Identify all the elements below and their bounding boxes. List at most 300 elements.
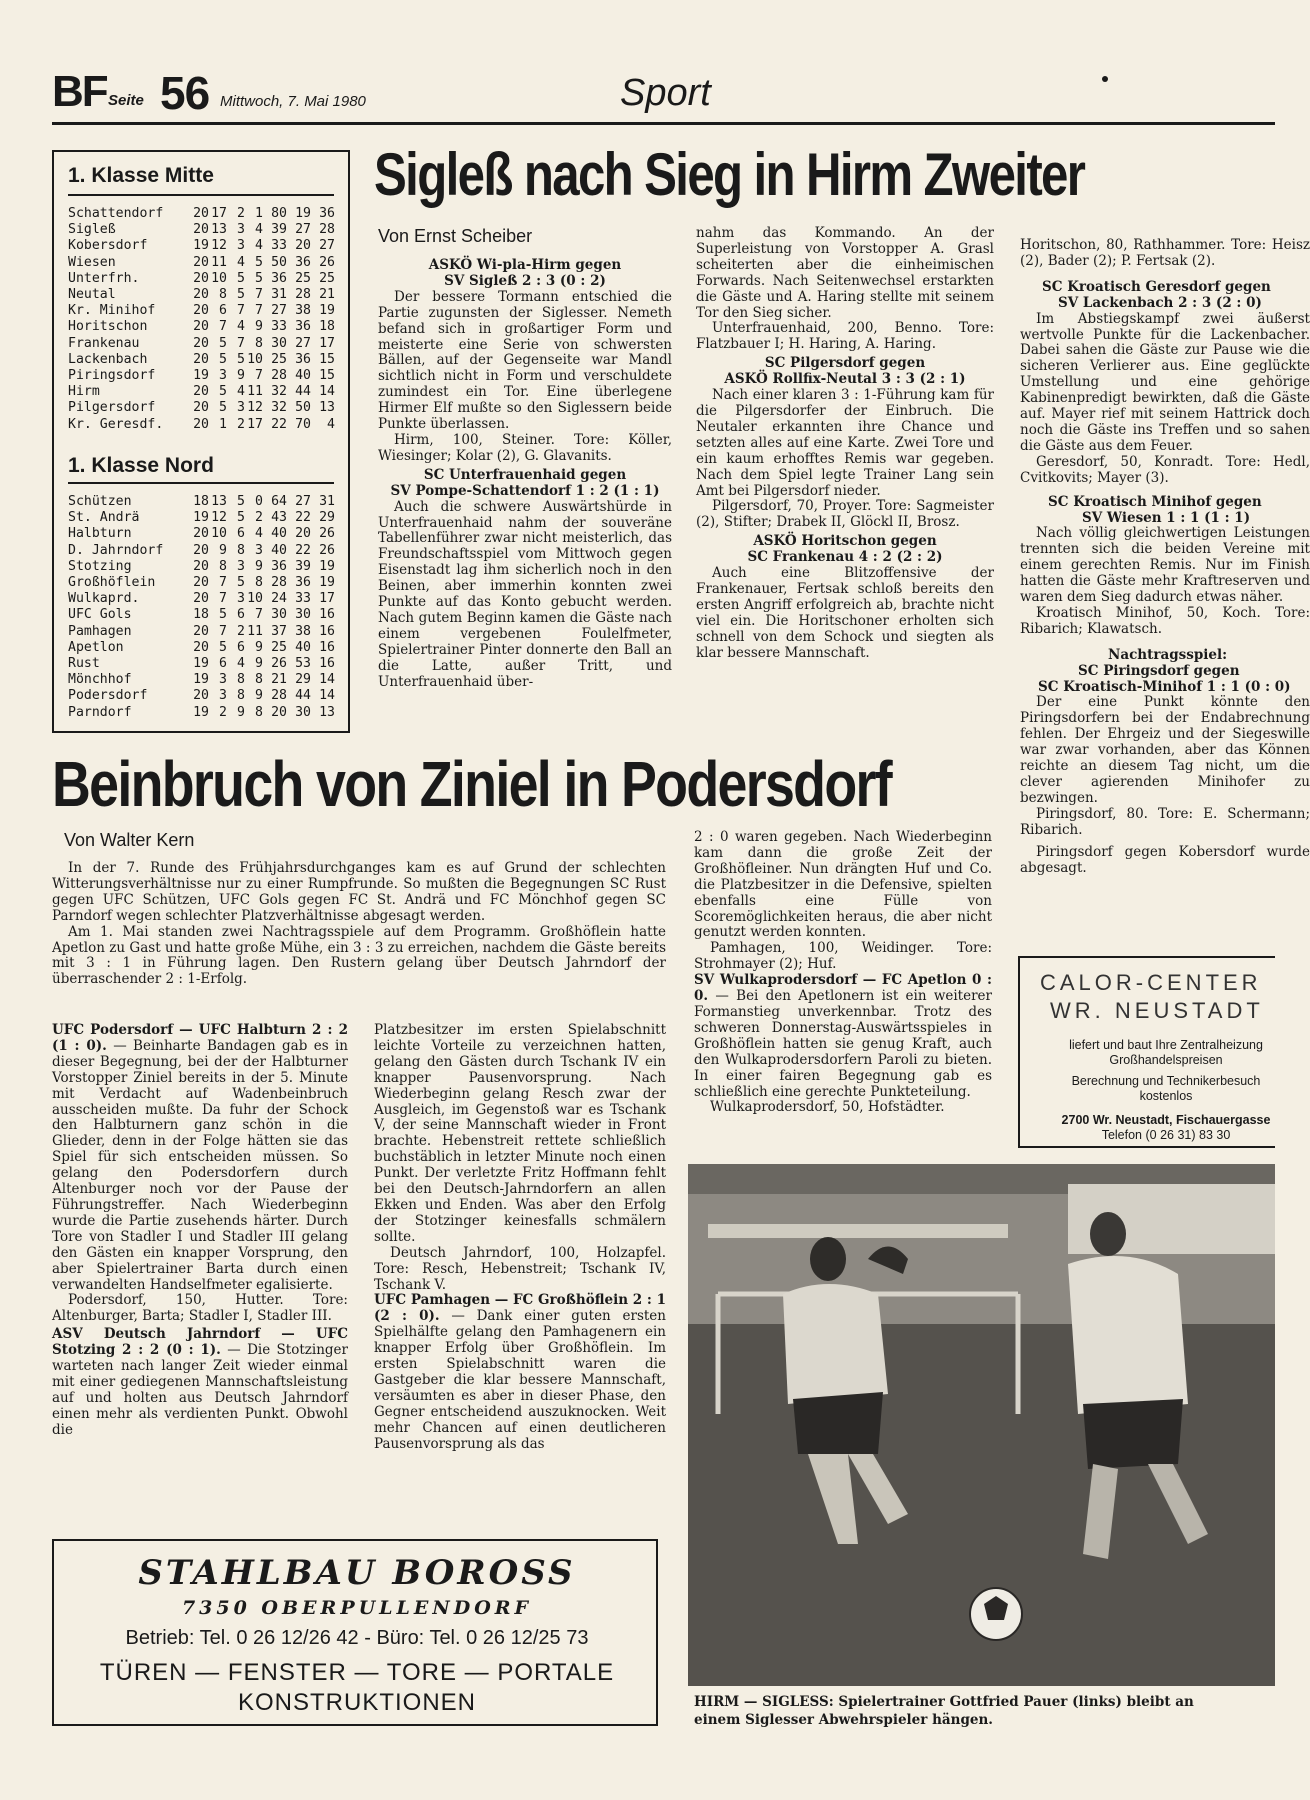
match-result: Deutsch Jahrndorf, 100, Holzapfel. Tore: Resch, Hebenstreit; Tschank IV, Tschank V. bbox=[374, 1244, 666, 1293]
stat-cell: 5 bbox=[255, 270, 263, 286]
stat-cell: 6 bbox=[237, 607, 245, 623]
stat-cell: 20 bbox=[193, 206, 209, 221]
standings-row bbox=[68, 368, 348, 384]
match-result: Podersdorf, 150, Hutter. Tore: Altenburger, Barta; Stadler I, Stadler III. bbox=[52, 1292, 348, 1325]
stat-cell: 4 bbox=[255, 222, 263, 238]
match-text: — Die Stotzinger warteten nach langer Zeit wieder einmal mit einer gediegenen Mannschaftsleistung auf und holten aus Deutsch Jahrndorf einen mehr als verdienten Punkt. Obwohl die bbox=[52, 1342, 348, 1438]
stat-cell: 4 bbox=[237, 319, 245, 335]
stat-cell: 9 bbox=[255, 558, 263, 574]
stat-cell: 13 bbox=[319, 400, 335, 416]
decorative-dot bbox=[1102, 76, 1108, 82]
stat-cell: 40 bbox=[271, 526, 287, 542]
team-name: Podersdorf bbox=[68, 688, 148, 704]
stat-cell: 20 bbox=[271, 704, 287, 720]
team-name: Pilgersdorf bbox=[68, 400, 156, 416]
stat-cell: 5 bbox=[219, 351, 227, 367]
stat-cell: 16 bbox=[319, 607, 335, 623]
table-rule bbox=[68, 482, 334, 484]
team-name: Sigleß bbox=[68, 222, 116, 238]
stat-cell: 33 bbox=[295, 591, 311, 607]
stat-cell: 7 bbox=[219, 575, 227, 591]
match-heading: SC Piringsdorf gegen bbox=[1078, 662, 1240, 679]
stat-cell: 4 bbox=[255, 238, 263, 254]
article-paragraph bbox=[374, 1293, 666, 1452]
article1-column-1 bbox=[378, 258, 672, 690]
team-name: Schattendorf bbox=[68, 206, 164, 221]
stat-cell: 22 bbox=[295, 542, 311, 558]
stat-cell: 20 bbox=[193, 558, 209, 574]
team-name: St. Andrä bbox=[68, 510, 140, 526]
stat-cell: 7 bbox=[255, 287, 263, 303]
ad-text: liefert und baut Ihre Zentralheizung bbox=[1069, 1038, 1263, 1052]
stat-cell: 17 bbox=[211, 206, 227, 221]
standings-row bbox=[68, 672, 348, 688]
stat-cell: 38 bbox=[295, 623, 311, 639]
calor-center-ad bbox=[1018, 956, 1275, 1148]
stat-cell: 18 bbox=[319, 319, 335, 335]
standings-row bbox=[68, 543, 348, 559]
standings-row bbox=[68, 640, 348, 656]
stat-cell: 30 bbox=[295, 607, 311, 623]
standings-table-nord bbox=[68, 494, 348, 721]
standings-row bbox=[68, 526, 348, 542]
stat-cell: 6 bbox=[219, 303, 227, 319]
ad-text: Berechnung und Technikerbesuch bbox=[1071, 1074, 1261, 1088]
stat-cell: 26 bbox=[271, 656, 287, 672]
stat-cell: 8 bbox=[255, 672, 263, 688]
standings-row bbox=[68, 352, 348, 368]
stat-cell: 2 bbox=[237, 416, 245, 432]
standings-row bbox=[68, 319, 348, 335]
stat-cell: 28 bbox=[295, 287, 311, 303]
stat-cell: 20 bbox=[193, 575, 209, 591]
stat-cell: 19 bbox=[193, 238, 209, 254]
stat-cell: 36 bbox=[295, 351, 311, 367]
match-result: Geresdorf, 50, Konradt. Tore: Hedl, Cvitkovits; Mayer (3). bbox=[1020, 453, 1310, 486]
match-heading: ASKÖ Horitschon gegen bbox=[753, 533, 937, 550]
team-name: Pamhagen bbox=[68, 623, 132, 639]
stat-cell: 14 bbox=[319, 672, 335, 688]
stat-cell: 20 bbox=[193, 542, 209, 558]
stat-cell: 24 bbox=[271, 591, 287, 607]
headline-beinbruch: Beinbruch von Ziniel in Podersdorf bbox=[52, 748, 891, 820]
team-name: Großhöflein bbox=[68, 575, 156, 591]
stat-cell: 5 bbox=[219, 639, 227, 655]
stat-cell: 20 bbox=[193, 384, 209, 400]
stat-cell: 0 bbox=[255, 494, 263, 509]
stat-cell: 3 bbox=[237, 238, 245, 254]
article-paragraph: Piringsdorf gegen Kobersdorf wurde abgesagt. bbox=[1020, 843, 1310, 876]
stat-cell: 50 bbox=[295, 400, 311, 416]
stat-cell: 26 bbox=[319, 526, 335, 542]
stat-cell: 39 bbox=[271, 222, 287, 238]
standings-row bbox=[68, 688, 348, 704]
stat-cell: 26 bbox=[319, 542, 335, 558]
match-heading: ASKÖ Wi-pla-Hirm gegen bbox=[428, 257, 622, 273]
stat-cell: 20 bbox=[193, 303, 209, 319]
stat-cell: 5 bbox=[237, 510, 245, 526]
article2-column-2 bbox=[374, 1023, 666, 1452]
team-name: Piringsdorf bbox=[68, 368, 156, 384]
stat-cell: 25 bbox=[319, 270, 335, 286]
article-paragraph: Nach völlig gleichwertigen Leistungen trennten sich die beiden Vereine mit einem gerechten Remis. Nur im Finish hatten die Gäste mehr Kraftreserven und waren dem Sieg dadurch etwas näher. bbox=[1020, 525, 1310, 606]
stat-cell: 5 bbox=[219, 607, 227, 623]
stat-cell: 19 bbox=[319, 558, 335, 574]
byline-kern: Von Walter Kern bbox=[64, 830, 195, 850]
article-paragraph bbox=[52, 1023, 348, 1293]
ad-phone: Telefon (0 26 31) 83 30 bbox=[1101, 1128, 1231, 1142]
stat-cell: 16 bbox=[319, 623, 335, 639]
stat-cell: 7 bbox=[255, 607, 263, 623]
stat-cell: 19 bbox=[193, 510, 209, 526]
stat-cell: 10 bbox=[247, 591, 263, 607]
stat-cell: 25 bbox=[271, 639, 287, 655]
ad-subtitle: WR. NEUSTADT bbox=[1050, 998, 1264, 1023]
stat-cell: 28 bbox=[271, 688, 287, 704]
standings-row bbox=[68, 238, 348, 254]
stat-cell: 20 bbox=[193, 351, 209, 367]
stat-cell: 27 bbox=[295, 494, 311, 509]
article-paragraph bbox=[694, 973, 992, 1100]
standings-row bbox=[68, 607, 348, 623]
stat-cell: 20 bbox=[193, 623, 209, 639]
stat-cell: 40 bbox=[271, 542, 287, 558]
stat-cell: 64 bbox=[271, 494, 287, 509]
stat-cell: 5 bbox=[255, 254, 263, 270]
stat-cell: 9 bbox=[237, 368, 245, 384]
stat-cell: 7 bbox=[237, 303, 245, 319]
stat-cell: 26 bbox=[319, 254, 335, 270]
stat-cell: 3 bbox=[255, 542, 263, 558]
photo-caption bbox=[694, 1693, 1275, 1729]
match-text: — Dank einer guten ersten Spielhälfte gelang den Pamhagenern ein knapper Erfolg über Großhöflein. Im ersten Spielabschnitt waren die Gastgeber die klar bessere Mannschaft, versäumten es aber in dieser Phase, den Gegner entscheidend auszuknocken. Weit mehr Chancen auf einen deutlicheren Pausenvorsprung als das bbox=[374, 1308, 666, 1452]
match-result: Piringsdorf, 80. Tore: E. Schermann; Ribarich. bbox=[1020, 805, 1310, 838]
stat-cell: 11 bbox=[247, 384, 263, 400]
team-name: D. Jahrndorf bbox=[68, 542, 164, 558]
stat-cell: 19 bbox=[193, 672, 209, 688]
ad-text: Großhandelspreisen bbox=[1109, 1053, 1223, 1067]
stat-cell: 7 bbox=[219, 623, 227, 639]
stat-cell: 36 bbox=[295, 319, 311, 335]
match-heading: UFC Pamhagen — FC Großhöflein 2 : 1 (2 : 0). bbox=[374, 1292, 666, 1325]
stat-cell: 33 bbox=[271, 238, 287, 254]
team-name: Wiesen bbox=[68, 254, 116, 270]
stat-cell: 4 bbox=[237, 656, 245, 672]
stat-cell: 21 bbox=[319, 287, 335, 303]
stat-cell: 21 bbox=[271, 672, 287, 688]
team-name: Halbturn bbox=[68, 526, 132, 542]
team-name: Unterfrh. bbox=[68, 270, 140, 286]
stat-cell: 28 bbox=[271, 368, 287, 384]
stat-cell: 30 bbox=[295, 704, 311, 720]
match-result: Hirm, 100, Steiner. Tore: Köller, Wiesinger; Kolar (2), G. Glavanits. bbox=[378, 431, 672, 464]
stat-cell: 9 bbox=[237, 704, 245, 720]
stat-cell: 8 bbox=[255, 704, 263, 720]
stat-cell: 13 bbox=[319, 704, 335, 720]
seite-label: Seite bbox=[108, 92, 144, 109]
article1-column-3 bbox=[1020, 237, 1310, 938]
stat-cell: 20 bbox=[193, 688, 209, 704]
stat-cell: 3 bbox=[237, 222, 245, 238]
stat-cell: 80 bbox=[271, 206, 287, 221]
stat-cell: 5 bbox=[219, 335, 227, 351]
stat-cell: 22 bbox=[271, 416, 287, 432]
stat-cell: 20 bbox=[193, 287, 209, 303]
stat-cell: 50 bbox=[271, 254, 287, 270]
match-heading: SC Kroatisch Minihof gegen bbox=[1048, 493, 1262, 510]
match-result: Wulkaprodersdorf, 50, Hofstädter. bbox=[710, 1099, 945, 1116]
brand-logo: BF bbox=[52, 67, 107, 116]
stat-cell: 4 bbox=[255, 526, 263, 542]
stat-cell: 3 bbox=[237, 400, 245, 416]
stat-cell: 28 bbox=[271, 575, 287, 591]
team-name: Wulkaprd. bbox=[68, 591, 140, 607]
team-name: Apetlon bbox=[68, 639, 124, 655]
standings-row bbox=[68, 417, 348, 433]
article-paragraph: Nach einer klaren 3 : 1-Führung kam für die Pilgersdorfer der Einbruch. Die Neutaler erkannten ihre Chance und setzten alles auf eine Karte. Zwei Tore und ein kaum erhofftes Remis war gegeben. Nach dem Spiel legte Trainer Lang sein Amt bei Pilgersdorf nieder. bbox=[696, 387, 994, 499]
article-paragraph: Im Abstiegskampf zwei äußerst wertvolle Punkte für die Lackenbacher. Dabei sahen die Gäste zur Pause wie die sicheren Verlierer aus. Eine geglückte Umstellung und eine gehörige Kabinenpredigt bewirkten, daß die Gäste auf. Mayer rief mit seinem Hattrick doch noch die Gäste ins Treffen und so sahen die Gäste aus dem Feuer. bbox=[1020, 310, 1310, 454]
stat-cell: 15 bbox=[319, 368, 335, 384]
stat-cell: 31 bbox=[271, 287, 287, 303]
stat-cell: 8 bbox=[237, 672, 245, 688]
section-title: Sport bbox=[620, 72, 711, 114]
ad-products-2: KONSTRUKTIONEN bbox=[237, 1689, 476, 1716]
stat-cell: 5 bbox=[219, 384, 227, 400]
stat-cell: 9 bbox=[255, 639, 263, 655]
byline-scheiber: Von Ernst Scheiber bbox=[378, 226, 533, 246]
team-name: Frankenau bbox=[68, 335, 140, 351]
match-text: — Bei den Apetlonern ist ein weiterer Formanstieg unverkennbar. Trotz des schweren Donnerstag-Auswärtsspieles in Großhöflein hatten sie genug Kraft, auch den Wulkaprodersdorfern Paroli zu bieten. In einer fairen Begegnung gab es schließlich eine gerechte Punkteteilung. bbox=[694, 988, 992, 1100]
stat-cell: 2 bbox=[237, 623, 245, 639]
team-name: Lackenbach bbox=[68, 351, 148, 367]
standings-row bbox=[68, 271, 348, 287]
article-paragraph: Der bessere Tormann entschied die Partie zugunsten der Siglesser. Nemeth befand sich in großartiger Form und meisterte eine Serie von schwersten Bällen, auf der Gegenseite war Mandl sichtlich nicht in Form und verschuldete zumindest ein Tor. Eine überlegene Hirmer Elf mußte so den Siglessern beide Punkte überlassen. bbox=[378, 288, 672, 433]
article2-column-3 bbox=[694, 830, 992, 1116]
article-paragraph bbox=[52, 1327, 348, 1438]
article-paragraph: 2 : 0 waren gegeben. Nach Wiederbeginn kam dann die große Zeit der Großhöfleiner. Nun drängten Huf und Co. die Platzbesitzer in die Defensive, spielten ebenfalls eine Fülle von Scoremöglichkeiten heraus, die aber nicht genutzt werden konnten. bbox=[694, 829, 992, 941]
article-paragraph: Am 1. Mai standen zwei Nachtragsspiele auf dem Programm. Großhöflein hatte Apetlon zu Gast und hatte große Mühe, ein 3 : 3 zu erreichen, nachdem die Gäste bereits mit 3 : 1 in Führung lagen. Den Rustern gelang über Deutsch Jahrndorf der überraschender 2 : 1-Erfolg. bbox=[52, 923, 666, 988]
match-heading: SV Wulkaprodersdorf — FC Apetlon 0 : 0. bbox=[694, 972, 992, 1005]
stat-cell: 20 bbox=[193, 400, 209, 416]
team-name: Neutal bbox=[68, 287, 116, 303]
stat-cell: 36 bbox=[271, 558, 287, 574]
stat-cell: 6 bbox=[219, 656, 227, 672]
standings-row bbox=[68, 624, 348, 640]
stat-cell: 20 bbox=[193, 222, 209, 238]
stat-cell: 29 bbox=[295, 672, 311, 688]
team-name: Rust bbox=[68, 656, 100, 672]
standings-row bbox=[68, 559, 348, 575]
stat-cell: 5 bbox=[237, 287, 245, 303]
stat-cell: 3 bbox=[219, 672, 227, 688]
team-name: Schützen bbox=[68, 494, 132, 509]
ad-products: TÜREN — FENSTER — TORE — PORTALE bbox=[99, 1659, 615, 1686]
match-heading: SV Sigleß 2 : 3 (0 : 2) bbox=[444, 272, 606, 289]
match-heading: SC Frankenau 4 : 2 (2 : 2) bbox=[747, 549, 943, 566]
stat-cell: 8 bbox=[255, 335, 263, 351]
stat-cell: 15 bbox=[319, 351, 335, 367]
article-paragraph: Platzbesitzer im ersten Spielabschnitt leichte Vorteile zu verzeichnen hatten, gelang den Gästen durch Tschank IV ein knapper Pausenvorsprung. Nach Wiederbeginn gelang Resch zwar der Ausgleich, im Gegenstoß war es Tschank V, der seine Mannschaft wieder in Front brachte. Hebenstreit rettete schließlich buchstäblich in letzter Minute noch einen Punkt. Der verletzte Fritz Hoffmann fehlt bei den Deutsch-Jahrndorfern an allen Ekken und Enden. Was aber den Erfolg der Stotzinger keinesfalls schmälern sollte. bbox=[374, 1022, 666, 1245]
match-heading: SV Wiesen 1 : 1 (1 : 1) bbox=[1082, 509, 1251, 526]
team-name: Stotzing bbox=[68, 558, 132, 574]
standings-row bbox=[68, 494, 348, 510]
match-heading: Nachtragsspiel: bbox=[1108, 646, 1228, 663]
standings-row bbox=[68, 591, 348, 607]
standings-row bbox=[68, 656, 348, 672]
caption-line: HIRM — SIGLESS: Spielertrainer Gottfried Pauer (links) bleibt an bbox=[694, 1694, 1194, 1710]
standings-row bbox=[68, 705, 348, 721]
match-result: Pamhagen, 100, Weidinger. Tore: Strohmayer (2); Huf. bbox=[694, 940, 992, 973]
match-result: Horitschon, 80, Rathhammer. Tore: Heisz (2), Bader (2); P. Fertsak (2). bbox=[1020, 237, 1310, 269]
standings-row bbox=[68, 287, 348, 303]
photo-illustration bbox=[688, 1164, 1275, 1686]
article2-lead bbox=[52, 861, 666, 988]
stat-cell: 40 bbox=[295, 368, 311, 384]
match-heading: SC Kroatisch Geresdorf gegen bbox=[1042, 278, 1271, 295]
stat-cell: 22 bbox=[295, 510, 311, 526]
stat-cell: 9 bbox=[255, 688, 263, 704]
ad-title: CALOR-CENTER bbox=[1040, 970, 1262, 995]
stat-cell: 19 bbox=[319, 575, 335, 591]
stat-cell: 25 bbox=[295, 270, 311, 286]
article-paragraph: nahm das Kommando. An der Superleistung von Vorstopper A. Grasl scheiterten aber die einheimischen Forwards. Nach Seitenwechsel erstarkten die Gäste und A. Haring stellte mit seinem Tor den Sieg sicher. bbox=[696, 225, 994, 321]
stat-cell: 20 bbox=[193, 416, 209, 432]
article-paragraph: Auch die schwere Auswärtshürde in Unterfrauenhaid nahm der souveräne Tabellenführer zwar nicht meisterlich, das Freundschaftsspiel vom Mittwoch gegen Eisenstadt lag ihm sicherlich noch in den Beinen, aber immerhin konnten zwei Punkte auf das Konto gebucht werden. Nach gutem Beginn kamen die Gäste nach einem vergebenen Foulelfmeter, Spielertrainer Pinter donnerte den Ball an die Latte, außer Tritt, und Unterfrauenhaid über- bbox=[378, 498, 672, 690]
ad-text: kostenlos bbox=[1139, 1089, 1193, 1103]
stat-cell: 27 bbox=[319, 238, 335, 254]
stat-cell: 8 bbox=[219, 558, 227, 574]
stat-cell: 14 bbox=[319, 384, 335, 400]
stat-cell: 9 bbox=[255, 656, 263, 672]
team-name: UFC Gols bbox=[68, 607, 132, 623]
stat-cell: 27 bbox=[271, 303, 287, 319]
stat-cell: 53 bbox=[295, 656, 311, 672]
match-heading: SC Kroatisch-Minihof 1 : 1 (0 : 0) bbox=[1038, 678, 1291, 695]
team-name: Kr. Geresdf. bbox=[68, 416, 164, 432]
stat-cell: 3 bbox=[219, 688, 227, 704]
match-heading: SV Lackenbach 2 : 3 (2 : 0) bbox=[1058, 294, 1262, 311]
stat-cell: 16 bbox=[319, 656, 335, 672]
stat-cell: 20 bbox=[193, 270, 209, 286]
stat-cell: 44 bbox=[295, 688, 311, 704]
stat-cell: 1 bbox=[219, 416, 227, 432]
standings-row bbox=[68, 222, 348, 238]
team-name: Hirm bbox=[68, 384, 100, 400]
match-result: Kroatisch Minihof, 50, Koch. Tore: Ribarich; Klawatsch. bbox=[1020, 604, 1310, 637]
stat-cell: 10 bbox=[247, 351, 263, 367]
stat-cell: 32 bbox=[271, 384, 287, 400]
stat-cell: 20 bbox=[295, 526, 311, 542]
match-heading: SC Unterfrauenhaid gegen bbox=[423, 466, 627, 483]
standings-row bbox=[68, 400, 348, 416]
stat-cell: 27 bbox=[295, 222, 311, 238]
stat-cell: 70 bbox=[295, 416, 311, 432]
match-heading: SV Pompe-Schattendorf 1 : 2 (1 : 1) bbox=[390, 482, 660, 499]
stat-cell: 6 bbox=[237, 639, 245, 655]
stat-cell: 13 bbox=[211, 494, 227, 509]
match-heading: ASV Deutsch Jahrndorf — UFC Stotzing 2 : 2 (0 : 1). bbox=[52, 1326, 348, 1359]
stat-cell: 19 bbox=[319, 303, 335, 319]
stat-cell: 12 bbox=[211, 238, 227, 254]
stat-cell: 25 bbox=[271, 351, 287, 367]
stat-cell: 37 bbox=[271, 623, 287, 639]
stat-cell: 36 bbox=[319, 206, 335, 221]
stat-cell: 9 bbox=[219, 542, 227, 558]
article-paragraph: Auch eine Blitzoffensive der Frankenauer, Fertsak schloß bereits den ersten Angriff erfolgreich ab, brachte nicht viel ein. Die Horitschoner erholten sich schnell von dem Schock und siegten als klar bessere Mannschaft. bbox=[696, 565, 994, 661]
standings-row bbox=[68, 255, 348, 271]
standings-table-mitte bbox=[68, 206, 348, 433]
stat-cell: 19 bbox=[295, 206, 311, 221]
stat-cell: 36 bbox=[295, 575, 311, 591]
team-name: Parndorf bbox=[68, 704, 132, 720]
stat-cell: 5 bbox=[237, 270, 245, 286]
stat-cell: 14 bbox=[319, 688, 335, 704]
standings-row bbox=[68, 510, 348, 526]
stat-cell: 9 bbox=[255, 319, 263, 335]
stat-cell: 5 bbox=[219, 400, 227, 416]
stat-cell: 19 bbox=[193, 368, 209, 384]
stat-cell: 20 bbox=[193, 526, 209, 542]
stat-cell: 8 bbox=[237, 688, 245, 704]
issue-date: Mittwoch, 7. Mai 1980 bbox=[220, 93, 366, 110]
stat-cell: 39 bbox=[295, 558, 311, 574]
ad-address: 2700 Wr. Neustadt, Fischauergasse bbox=[1061, 1113, 1271, 1127]
stat-cell: 38 bbox=[295, 303, 311, 319]
stat-cell: 5 bbox=[237, 494, 245, 509]
article-paragraph: In der 7. Runde des Frühjahrsdurchganges kam es auf Grund der schlechten Witterungsverhältnisse nur zu einer Rumpfrunde. So mußten die Begegnungen SC Rust gegen UFC Schützen, UFC Gols gegen FC St. Andrä und FC Mönchhof gegen SC Parndorf wegen schlechter Platzverhältnisse abgesagt werden. bbox=[52, 860, 666, 924]
stat-cell: 18 bbox=[193, 494, 209, 509]
stat-cell: 20 bbox=[193, 254, 209, 270]
match-photo bbox=[688, 1164, 1275, 1686]
article1-column-2 bbox=[696, 226, 994, 661]
stat-cell: 7 bbox=[237, 335, 245, 351]
team-name: Kr. Minihof bbox=[68, 303, 156, 319]
match-heading: ASKÖ Rollfix-Neutal 3 : 3 (2 : 1) bbox=[724, 371, 966, 388]
stat-cell: 11 bbox=[211, 254, 227, 270]
stat-cell: 5 bbox=[237, 351, 245, 367]
stat-cell: 10 bbox=[211, 270, 227, 286]
team-name: Mönchhof bbox=[68, 672, 132, 688]
stat-cell: 20 bbox=[193, 591, 209, 607]
stat-cell: 40 bbox=[295, 639, 311, 655]
team-name: Kobersdorf bbox=[68, 238, 148, 254]
standings-row bbox=[68, 384, 348, 400]
stat-cell: 30 bbox=[271, 607, 287, 623]
stat-cell: 12 bbox=[211, 510, 227, 526]
stat-cell: 43 bbox=[271, 510, 287, 526]
stat-cell: 20 bbox=[193, 319, 209, 335]
standings-row bbox=[68, 206, 348, 222]
table-title-nord: 1. Klasse Nord bbox=[68, 454, 214, 477]
stat-cell: 20 bbox=[295, 238, 311, 254]
stat-cell: 17 bbox=[319, 591, 335, 607]
stat-cell: 27 bbox=[295, 335, 311, 351]
stat-cell: 32 bbox=[271, 400, 287, 416]
stat-cell: 3 bbox=[237, 591, 245, 607]
stat-cell: 19 bbox=[193, 704, 209, 720]
stat-cell: 30 bbox=[271, 335, 287, 351]
stat-cell: 11 bbox=[247, 623, 263, 639]
stat-cell: 36 bbox=[271, 270, 287, 286]
standings-row bbox=[68, 336, 348, 352]
stat-cell: 4 bbox=[327, 416, 335, 432]
stat-cell: 17 bbox=[319, 335, 335, 351]
stat-cell: 12 bbox=[247, 400, 263, 416]
stat-cell: 29 bbox=[319, 510, 335, 526]
stat-cell: 4 bbox=[237, 254, 245, 270]
stat-cell: 18 bbox=[193, 607, 209, 623]
team-name: Horitschon bbox=[68, 319, 148, 335]
